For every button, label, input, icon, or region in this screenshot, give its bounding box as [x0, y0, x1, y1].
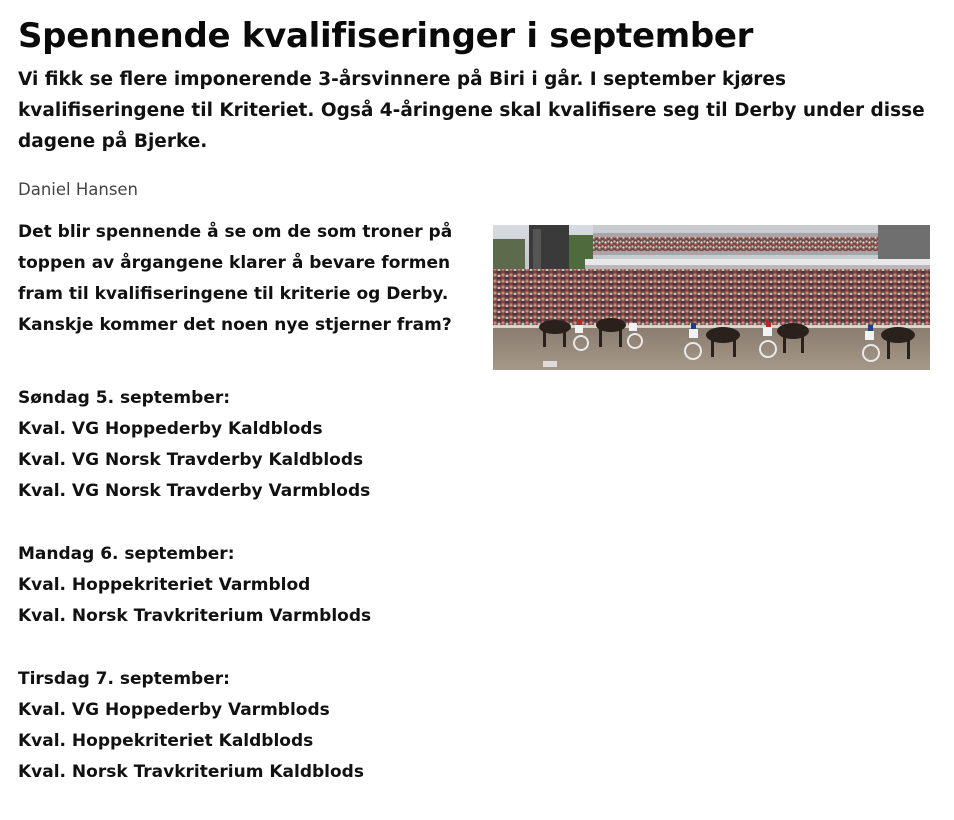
schedule-day — [18, 539, 938, 632]
schedule-day — [18, 664, 938, 788]
schedule-day-heading: Søndag 5. september: — [18, 388, 231, 408]
article — [18, 0, 938, 820]
race-schedule — [18, 383, 938, 788]
schedule-day-heading: Mandag 6. september: — [18, 544, 235, 564]
schedule-race: Kval. VG Hoppederby Kaldblods — [18, 419, 323, 439]
schedule-race: Kval. Hoppekriteriet Kaldblods — [18, 731, 314, 751]
schedule-race: Kval. VG Norsk Travderby Varmblods — [18, 481, 371, 501]
schedule-day-heading: Tirsdag 7. september: — [18, 669, 230, 689]
article-title: Spennende kvalifiseringer i september — [18, 16, 754, 56]
schedule-race: Kval. Norsk Travkriterium Kaldblods — [18, 762, 364, 782]
schedule-race: Kval. Hoppekriteriet Varmblod — [18, 575, 311, 595]
article-intro-paragraph: Det blir spennende å se om de som troner på toppen av årgangene klarer å bevare formen fram til kvalifiseringene til kriterie og Derby. Kanskje kommer det noen nye stjerner fram? — [18, 222, 453, 335]
article-lead: Vi fikk se flere imponerende 3-årsvinnere på Biri i går. I september kjøres kvalifiseringene til Kriteriet. Også 4-åringene skal kvalifisere seg til Derby under disse dagene på Bjerke. — [18, 69, 925, 152]
schedule-day — [18, 383, 938, 507]
harness-racing-photo — [493, 225, 930, 370]
schedule-race: Kval. VG Hoppederby Varmblods — [18, 700, 330, 720]
schedule-race: Kval. Norsk Travkriterium Varmblods — [18, 606, 372, 626]
article-author: Daniel Hansen — [18, 180, 139, 199]
schedule-race: Kval. VG Norsk Travderby Kaldblods — [18, 450, 364, 470]
article-body-intro — [18, 217, 938, 377]
harness-racing-photo-icon — [493, 225, 930, 370]
